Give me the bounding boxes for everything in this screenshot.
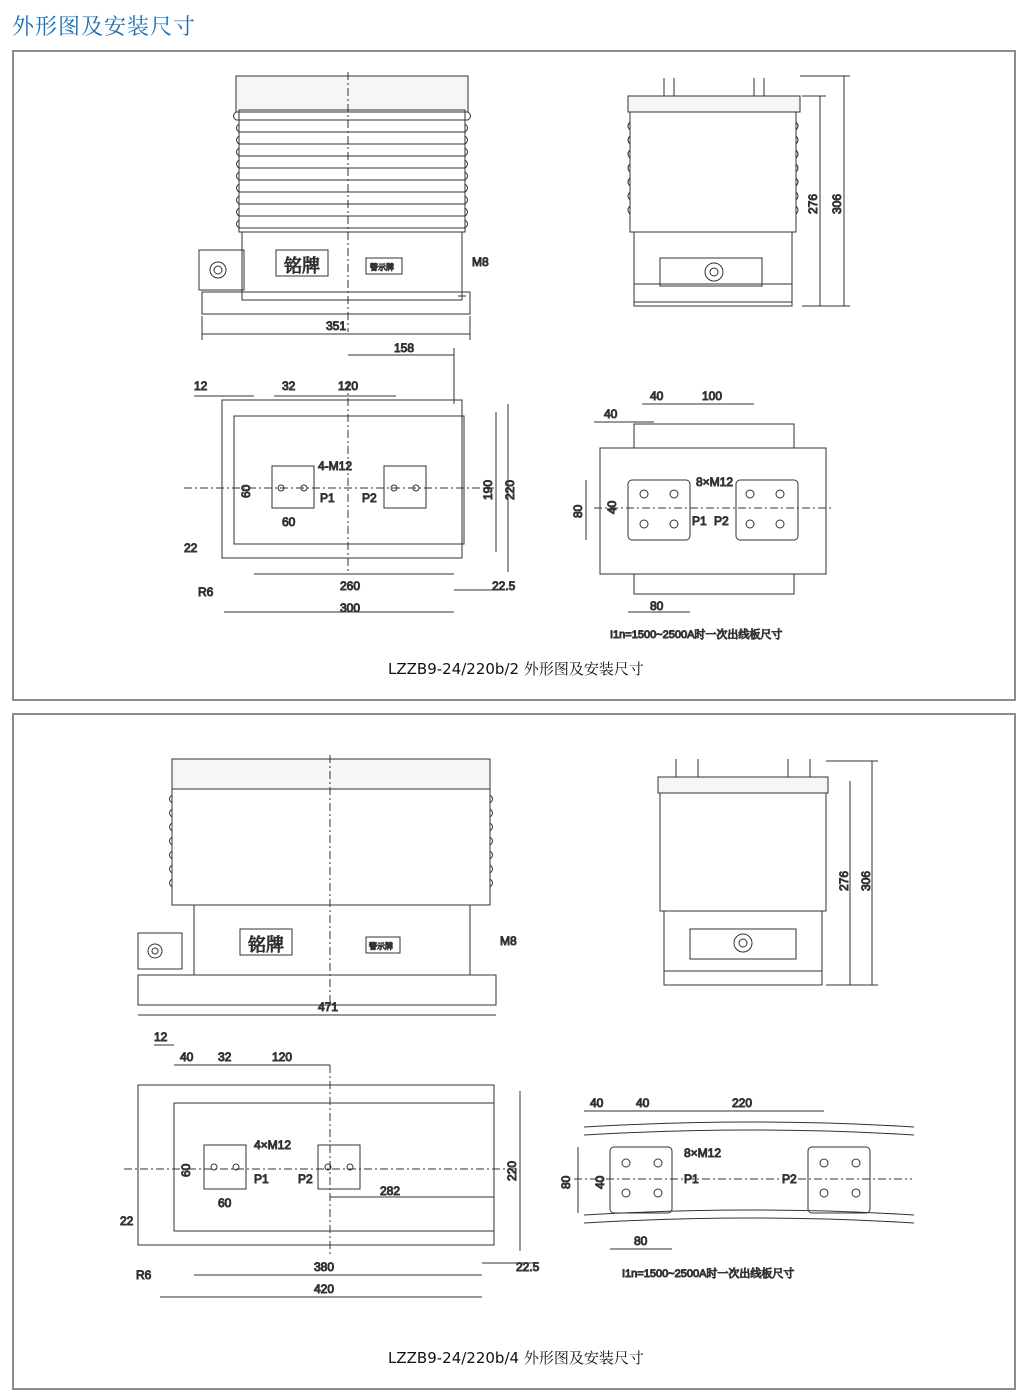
top-d220-1: 220 [503, 479, 517, 500]
top-d380-2: 380 [314, 1260, 335, 1274]
ground-label-1: M8 [472, 255, 489, 269]
term-d80h-2: 80 [634, 1234, 648, 1248]
top-d32-1: 32 [282, 379, 296, 393]
top-d120-2: 120 [272, 1050, 293, 1064]
nameplate-label-2: 铭牌 [248, 935, 284, 955]
top-d22-1: 22 [184, 541, 198, 555]
fins-1 [234, 112, 471, 228]
top-p1-2: P1 [254, 1172, 269, 1186]
top-d12-1: 12 [194, 379, 208, 393]
ground-label-2: M8 [500, 934, 517, 948]
top-d60h-2: 60 [218, 1196, 232, 1210]
top-d60v-1: 60 [239, 484, 253, 498]
top-d225-1: 22.5 [492, 579, 516, 593]
term-d40b-2: 40 [636, 1096, 650, 1110]
term-d80h-1: 80 [650, 599, 664, 613]
term-p2-1: P2 [714, 514, 729, 528]
top-d282-2: 282 [380, 1184, 401, 1198]
top-p1-1: P1 [320, 491, 335, 505]
front-view-2 [138, 755, 496, 1015]
term-p1-2: P1 [684, 1172, 699, 1186]
term-d40v-1: 40 [605, 500, 619, 514]
top-r6-2: R6 [136, 1268, 152, 1282]
top-d300-1: 300 [340, 601, 361, 615]
front-view-1 [199, 72, 471, 340]
top-d225-2: 22.5 [516, 1260, 540, 1274]
drawing-2-svg [14, 715, 1014, 1388]
front-width-dim-1: 351 [326, 319, 347, 333]
top-d60v-2: 60 [179, 1163, 193, 1177]
top-d120-1: 120 [338, 379, 359, 393]
side-h2-dim-1: 306 [830, 193, 844, 214]
top-hole-1: 4-M12 [318, 459, 353, 473]
drawing-panel-1 [12, 50, 1016, 701]
side-h2-dim-2: 306 [859, 870, 873, 891]
terminal-view-2 [574, 1111, 914, 1249]
term-hole-1: 8×M12 [696, 475, 734, 489]
warning-label-2: 警示牌 [369, 942, 393, 951]
front-width-dim-2: 471 [318, 1000, 339, 1014]
side-h1-dim-1: 276 [806, 193, 820, 214]
term-d80v-2: 80 [559, 1175, 573, 1189]
drawing-panel-2 [12, 713, 1016, 1390]
top-d260-1: 260 [340, 579, 361, 593]
term-p1-1: P1 [692, 514, 707, 528]
term-d40v-2: 40 [593, 1175, 607, 1189]
side-h1-dim-2: 276 [837, 870, 851, 891]
top-p2-2: P2 [298, 1172, 313, 1186]
top-d40-2: 40 [180, 1050, 194, 1064]
top-d220-2: 220 [505, 1160, 519, 1181]
top-p2-1: P2 [362, 491, 377, 505]
caption-1: LZZB9-24/220b/2 外形图及安装尺寸 [388, 660, 644, 678]
top-d190-1: 190 [481, 479, 495, 500]
top-r6-1: R6 [198, 585, 214, 599]
caption-2: LZZB9-24/220b/4 外形图及安装尺寸 [388, 1349, 644, 1367]
term-d100-1: 100 [702, 389, 723, 403]
drawing-1-svg [14, 52, 1014, 699]
top-d158-1: 158 [394, 341, 415, 355]
top-d60h-1: 60 [282, 515, 296, 529]
side-view-1 [628, 76, 850, 306]
term-d40a-2: 40 [590, 1096, 604, 1110]
terminal-view-1 [586, 404, 834, 612]
term-d40b-1: 40 [650, 389, 664, 403]
page-title: 外形图及安装尺寸 [12, 15, 197, 40]
top-d32-2: 32 [218, 1050, 232, 1064]
top-d12-2: 12 [154, 1030, 168, 1044]
term-note-1: I1n=1500~2500A时一次出线板尺寸 [610, 629, 783, 641]
term-note-2: I1n=1500~2500A时一次出线板尺寸 [622, 1268, 795, 1280]
term-p2-2: P2 [782, 1172, 797, 1186]
top-d420-2: 420 [314, 1282, 335, 1296]
warning-label-1: 警示牌 [370, 263, 394, 272]
term-d220-2: 220 [732, 1096, 753, 1110]
top-hole-2: 4×M12 [254, 1138, 292, 1152]
term-hole-2: 8×M12 [684, 1146, 722, 1160]
top-d22-2: 22 [120, 1214, 134, 1228]
nameplate-label-1: 铭牌 [284, 256, 320, 276]
term-d40a-1: 40 [604, 407, 618, 421]
term-d80v-1: 80 [571, 504, 585, 518]
